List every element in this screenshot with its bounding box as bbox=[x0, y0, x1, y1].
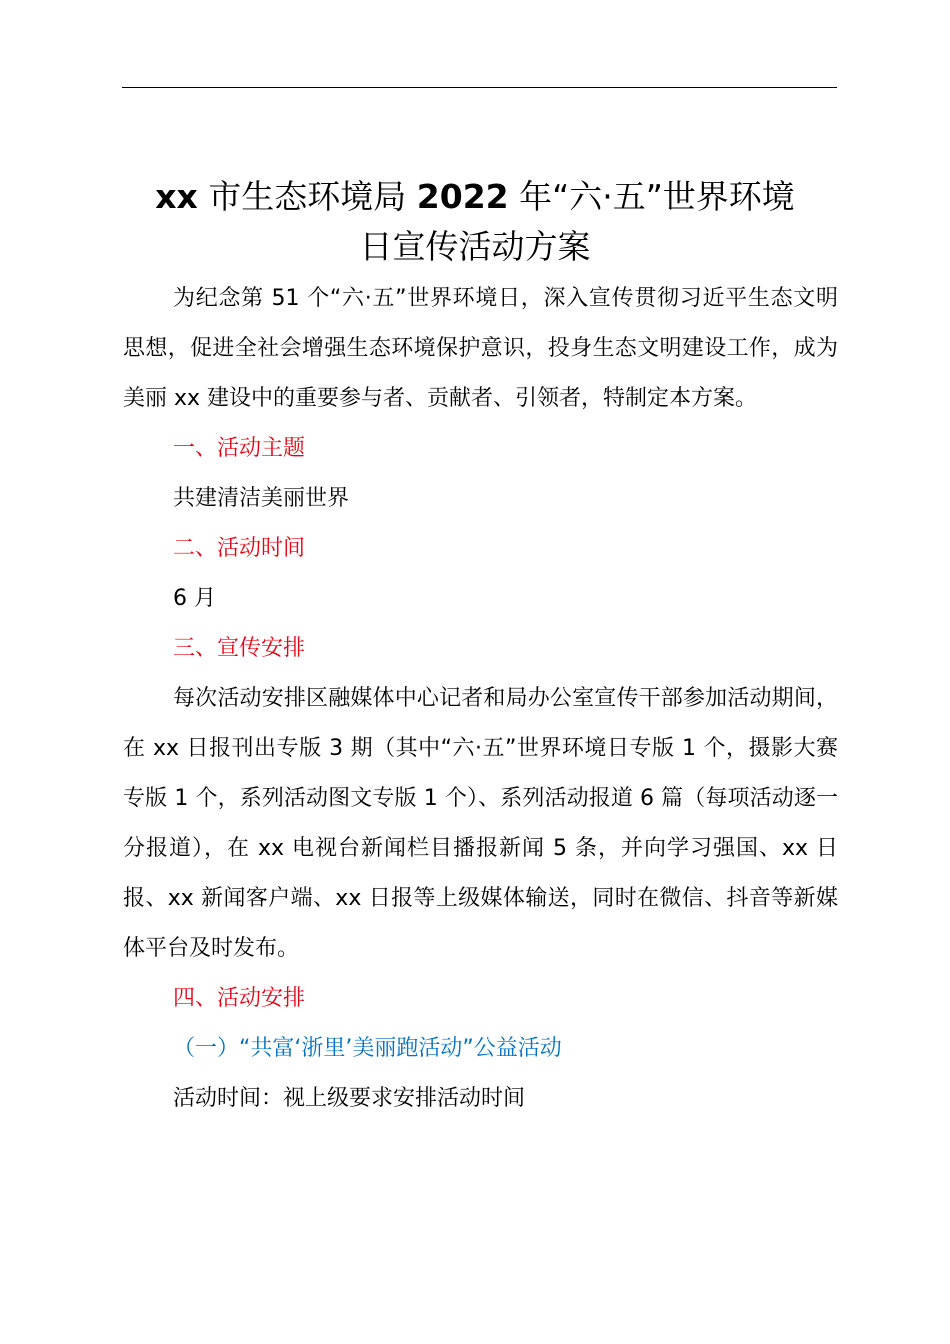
section-heading-publicity: 三、宣传安排 bbox=[173, 636, 306, 661]
section-content-publicity: 每次活动安排区融媒体中心记者和局办公室宣传干部参加活动期间，在 xx 日报刊出专版 3 期（其中“六·五”世界环境日专版 1 个，摄影大赛专版 1 个，系列活动图文专版 1 个）、系列活动报道 6 篇（每项活动逐一分报道），在 xx 电视台新闻栏目播报新闻 5 条，并向学习强国、xx 日报、xx 新闻客户端、xx 日报等上级媒体输送，同时在微信、抖音等新媒体平台及时发布。 bbox=[123, 686, 838, 961]
section-content-time: 6 月 bbox=[173, 586, 216, 611]
document-body bbox=[123, 274, 838, 1124]
subsection-content-run: 活动时间：视上级要求安排活动时间 bbox=[173, 1086, 526, 1111]
subsection-heading-run: （一）“共富‘浙里’美丽跑活动”公益活动 bbox=[173, 1036, 562, 1061]
section-heading-theme: 一、活动主题 bbox=[173, 436, 306, 461]
section-heading-time: 二、活动时间 bbox=[173, 536, 306, 561]
section-content-theme: 共建清洁美丽世界 bbox=[173, 486, 350, 511]
document-title bbox=[100, 172, 850, 272]
section-heading-arrangement: 四、活动安排 bbox=[173, 986, 306, 1011]
intro-paragraph: 为纪念第 51 个“六·五”世界环境日，深入宣传贯彻习近平生态文明思想，促进全社会增强生态环境保护意识，投身生态文明建设工作，成为美丽 xx 建设中的重要参与者、贡献者、引领者，特制定本方案。 bbox=[123, 286, 838, 411]
header-rule bbox=[122, 87, 837, 88]
title-line-1: xx 市生态环境局 2022 年“六·五”世界环境 bbox=[155, 177, 795, 217]
title-line-2: 日宣传活动方案 bbox=[359, 227, 591, 267]
